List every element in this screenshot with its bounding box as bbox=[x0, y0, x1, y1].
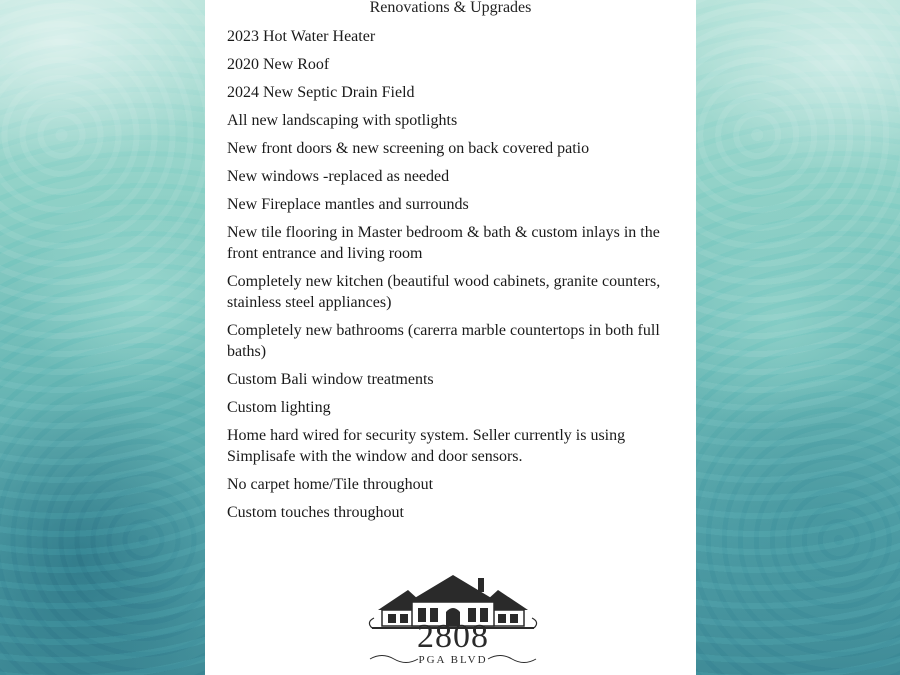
list-item: 2024 New Septic Drain Field bbox=[227, 84, 415, 101]
list-item: Home hard wired for security system. Seller currently is using Simplisafe with the window and door sensors. bbox=[227, 427, 626, 465]
marble-background-left bbox=[0, 0, 205, 675]
marble-background-right bbox=[696, 0, 900, 675]
list-item: Completely new kitchen (beautiful wood cabinets, granite counters, stainless steel appliances) bbox=[227, 273, 661, 311]
list-item: New tile flooring in Master bedroom & bath & custom inlays in the front entrance and living room bbox=[227, 224, 660, 262]
list-item: Custom lighting bbox=[227, 399, 331, 416]
list-item: 2023 Hot Water Heater bbox=[227, 28, 376, 45]
list-item: New windows -replaced as needed bbox=[227, 168, 450, 185]
list-item: All new landscaping with spotlights bbox=[227, 112, 458, 129]
list-item: No carpet home/Tile throughout bbox=[227, 476, 434, 493]
logo-subtitle: PGA BLVD bbox=[418, 654, 488, 666]
list-item: Completely new bathrooms (carerra marble countertops in both full baths) bbox=[227, 322, 660, 360]
content-panel bbox=[205, 0, 696, 675]
page-heading: Renovations & Upgrades bbox=[369, 0, 532, 16]
list-item: New front doors & new screening on back covered patio bbox=[227, 140, 590, 157]
logo-number: 2808 bbox=[417, 618, 489, 655]
list-item: Custom Bali window treatments bbox=[227, 371, 434, 388]
property-logo bbox=[368, 572, 538, 672]
list-item: Custom touches throughout bbox=[227, 504, 404, 521]
list-item: New Fireplace mantles and surrounds bbox=[227, 196, 469, 213]
upgrades-list bbox=[227, 26, 682, 530]
list-item: 2020 New Roof bbox=[227, 56, 330, 73]
